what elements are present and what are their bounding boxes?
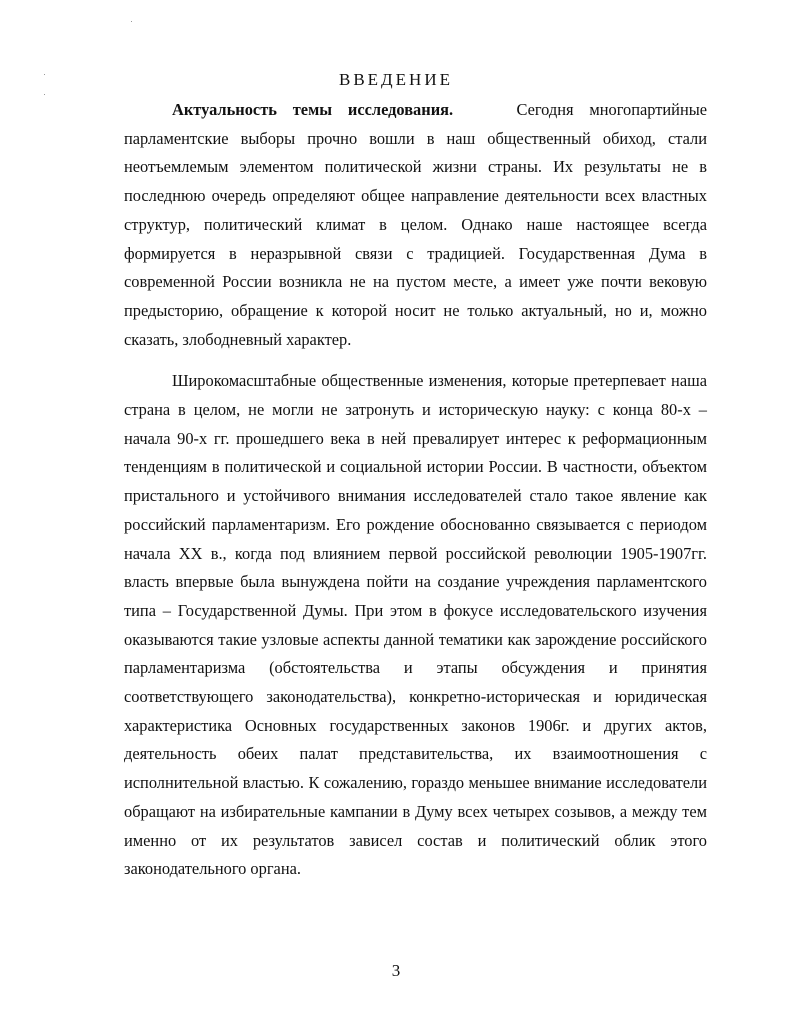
paragraph-lead: Актуальность темы исследования.: [172, 100, 454, 119]
paragraph-text: Сегодня многопартийные парламентские выборы прочно вошли в наш общественный обиход, стали неотъемлемым элементом политической жизни страны. Их результаты не в последнюю очередь определяют общее направление деятельности всех властных структур, политический климат в целом. Однако наше настоящее всегда формируется в неразрывной связи с традицией. Государственная Дума в современной России возникла не на пустом месте, а имеет уже почти вековую предысторию, обращение к которой носит не только актуальный, но и, можно сказать, злободневный характер.: [124, 100, 708, 349]
paragraph-text: Широкомасштабные общественные изменения, которые претерпевает наша страна в целом, не могли не затронуть и историческую науку: с конца 80-х – начала 90-х гг. прошедшего века в ней превалирует интерес к реформационным тенденциям в политической и социальной истории России. В частности, объектом пристального и устойчивого внимания исследователей стало такое явление как российский парламентаризм. Его рождение обоснованно связывается с периодом начала XX в., когда под влиянием первой российской революции 1905-1907гг. власть впервые была вынуждена пойти на создание учреждения парламентского типа – Государственной Думы. При этом в фокусе исследовательского изучения оказываются такие узловые аспекты данной тематики как зарождение российского парламентаризма (обстоятельства и этапы обсуждения и принятия соответствующего законодательства), конкретно-историческая и юридическая характеристика Основных государственных законов 1906г. и других актов, деятельность обеих палат представительства, их взаимоотношения с исполнительной властью. К сожалению, гораздо меньшее внимание исследователи обращают на избирательные кампании в Думу всех четырех созывов, а между тем именно от их результатов зависел состав и политический облик этого законодательного органа.: [124, 371, 707, 879]
scan-speck: [131, 21, 132, 22]
paragraph-relevance: [124, 96, 707, 354]
page-number: 3: [391, 961, 401, 980]
section-heading: ВВЕДЕНИЕ: [339, 70, 453, 89]
paragraph-parliamentarism: [124, 367, 707, 884]
scan-speck: [44, 94, 45, 95]
body-text: [124, 96, 707, 897]
